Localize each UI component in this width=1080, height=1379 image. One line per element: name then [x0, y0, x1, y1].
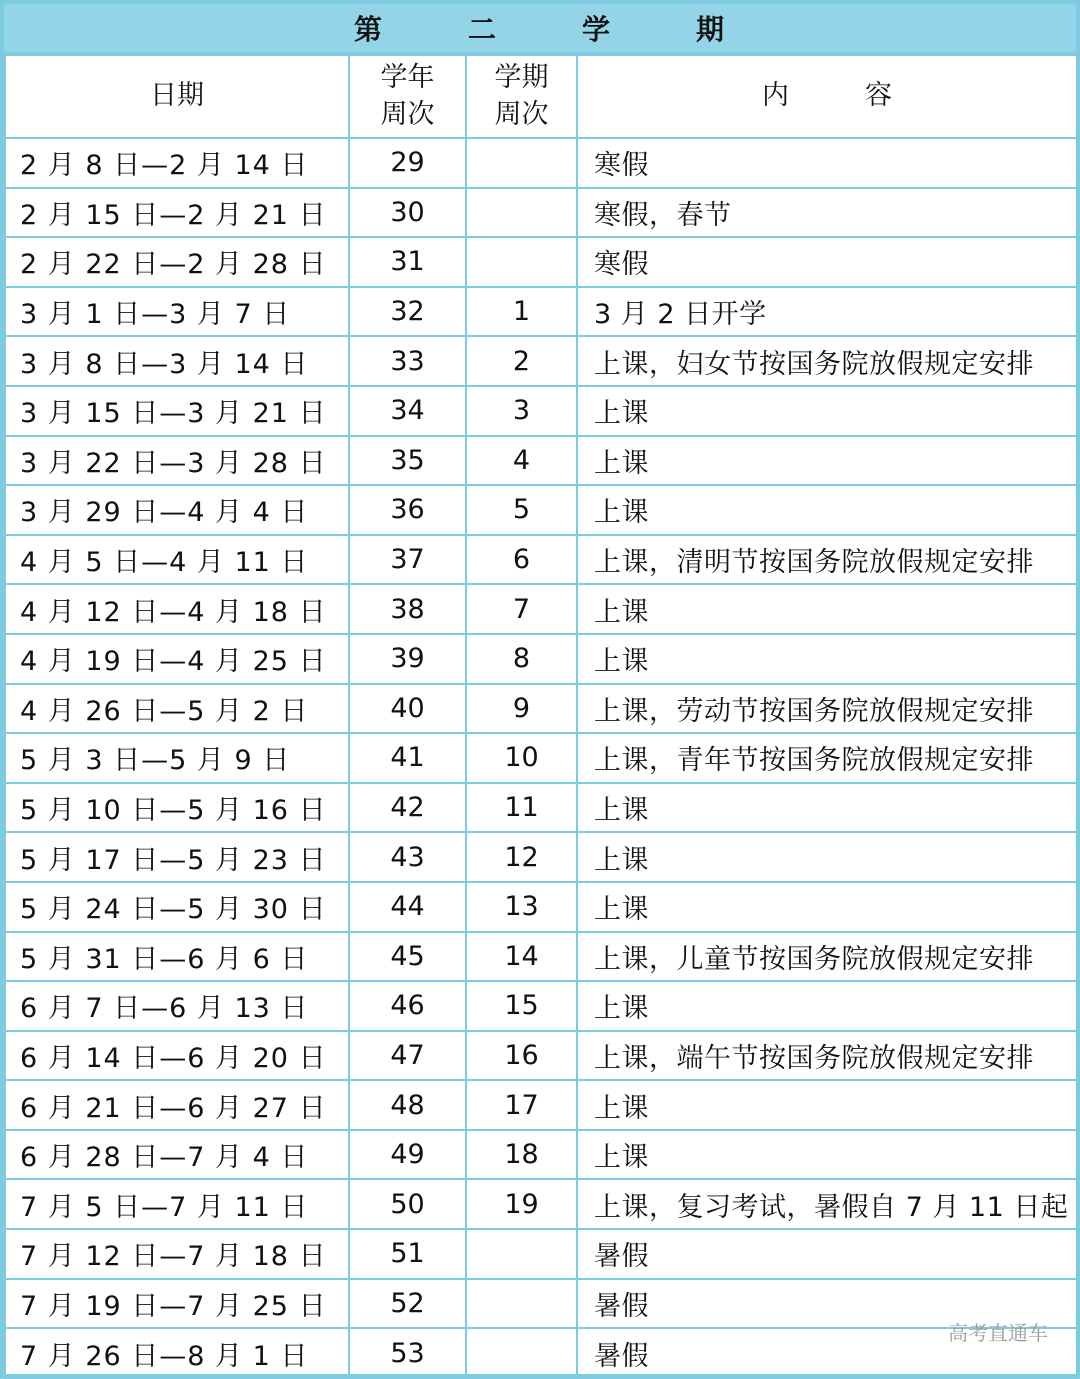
year-week-cell: 52 [349, 1279, 466, 1329]
content-cell: 上课，儿童节按国务院放假规定安排 [577, 932, 1077, 982]
table-row [5, 832, 1077, 882]
semester-week-cell: 10 [466, 733, 577, 783]
date-cell: 3 月 29 日—4 月 4 日 [5, 485, 349, 535]
year-week-cell: 46 [349, 981, 466, 1031]
year-week-cell: 35 [349, 436, 466, 486]
table-row [5, 1328, 1077, 1378]
semester-week-cell: 8 [466, 634, 577, 684]
content-cell: 上课 [577, 832, 1077, 882]
date-cell: 5 月 31 日—6 月 6 日 [5, 932, 349, 982]
year-week-cell: 47 [349, 1031, 466, 1081]
content-cell: 上课，妇女节按国务院放假规定安排 [577, 336, 1077, 386]
content-cell: 上课，劳动节按国务院放假规定安排 [577, 684, 1077, 734]
year-week-cell: 42 [349, 783, 466, 833]
year-week-cell: 50 [349, 1179, 466, 1229]
table-row [5, 287, 1077, 337]
year-week-cell: 49 [349, 1130, 466, 1180]
year-week-cell: 45 [349, 932, 466, 982]
year-week-cell: 32 [349, 287, 466, 337]
semester-week-cell: 9 [466, 684, 577, 734]
semester-week-cell: 11 [466, 783, 577, 833]
header-row [5, 55, 1077, 138]
content-cell: 上课 [577, 1080, 1077, 1130]
year-week-cell: 33 [349, 336, 466, 386]
title-char: 期 [696, 13, 727, 46]
table-row [5, 981, 1077, 1031]
semester-week-cell: 7 [466, 584, 577, 634]
table-row [5, 485, 1077, 535]
year-week-cell: 41 [349, 733, 466, 783]
content-cell: 上课 [577, 436, 1077, 486]
header-semester-week-line1: 学期 [494, 62, 549, 94]
table-row [5, 1080, 1077, 1130]
content-cell: 上课 [577, 485, 1077, 535]
content-cell: 寒假，春节 [577, 188, 1077, 238]
date-cell: 4 月 12 日—4 月 18 日 [5, 584, 349, 634]
content-cell: 上课 [577, 783, 1077, 833]
semester-week-cell: 16 [466, 1031, 577, 1081]
date-cell: 3 月 1 日—3 月 7 日 [5, 287, 349, 337]
title-char: 学 [582, 13, 613, 46]
table-row [5, 138, 1077, 188]
date-cell: 7 月 19 日—7 月 25 日 [5, 1279, 349, 1329]
date-cell: 2 月 8 日—2 月 14 日 [5, 138, 349, 188]
header-year-week [349, 55, 466, 138]
table-row [5, 1130, 1077, 1180]
content-cell: 上课 [577, 386, 1077, 436]
date-cell: 6 月 7 日—6 月 13 日 [5, 981, 349, 1031]
date-cell: 2 月 22 日—2 月 28 日 [5, 237, 349, 287]
table-row [5, 783, 1077, 833]
semester-week-cell: 4 [466, 436, 577, 486]
content-cell: 上课 [577, 981, 1077, 1031]
watermark: 高考直通车 [948, 1321, 1048, 1345]
year-week-cell: 51 [349, 1229, 466, 1279]
table-row [5, 733, 1077, 783]
semester-week-cell: 14 [466, 932, 577, 982]
year-week-cell: 34 [349, 386, 466, 436]
table-row [5, 932, 1077, 982]
table-row [5, 188, 1077, 238]
header-semester-week-line2: 周次 [494, 98, 549, 130]
content-cell: 上课，清明节按国务院放假规定安排 [577, 535, 1077, 585]
content-cell: 上课，复习考试，暑假自 7 月 11 日起 [577, 1179, 1077, 1229]
year-week-cell: 29 [349, 138, 466, 188]
content-cell: 上课 [577, 584, 1077, 634]
table-row [5, 1279, 1077, 1329]
date-cell: 7 月 5 日—7 月 11 日 [5, 1179, 349, 1229]
header-year-week-line2: 周次 [380, 98, 435, 130]
header-content-char: 容 [865, 80, 892, 112]
year-week-cell: 44 [349, 882, 466, 932]
content-cell: 上课，青年节按国务院放假规定安排 [577, 733, 1077, 783]
page-title [354, 8, 726, 48]
semester-week-cell [466, 1229, 577, 1279]
semester-week-cell: 12 [466, 832, 577, 882]
semester-week-cell [466, 237, 577, 287]
content-cell: 寒假 [577, 237, 1077, 287]
year-week-cell: 36 [349, 485, 466, 535]
date-cell: 7 月 26 日—8 月 1 日 [5, 1328, 349, 1378]
header-year-week-line1: 学年 [380, 62, 435, 94]
date-cell: 4 月 5 日—4 月 11 日 [5, 535, 349, 585]
date-cell: 5 月 17 日—5 月 23 日 [5, 832, 349, 882]
header-semester-week [466, 55, 577, 138]
year-week-cell: 30 [349, 188, 466, 238]
table-row [5, 634, 1077, 684]
date-cell: 3 月 8 日—3 月 14 日 [5, 336, 349, 386]
content-cell: 上课 [577, 1130, 1077, 1180]
content-cell: 暑假 [577, 1279, 1077, 1329]
date-cell: 3 月 22 日—3 月 28 日 [5, 436, 349, 486]
date-cell: 2 月 15 日—2 月 21 日 [5, 188, 349, 238]
table-row [5, 535, 1077, 585]
content-cell: 暑假 [577, 1328, 1077, 1378]
year-week-cell: 43 [349, 832, 466, 882]
date-cell: 6 月 28 日—7 月 4 日 [5, 1130, 349, 1180]
date-cell: 6 月 21 日—6 月 27 日 [5, 1080, 349, 1130]
semester-week-cell: 15 [466, 981, 577, 1031]
date-cell: 3 月 15 日—3 月 21 日 [5, 386, 349, 436]
semester-week-cell: 17 [466, 1080, 577, 1130]
content-cell: 寒假 [577, 138, 1077, 188]
content-cell: 上课 [577, 882, 1077, 932]
year-week-cell: 48 [349, 1080, 466, 1130]
semester-week-cell: 2 [466, 336, 577, 386]
semester-week-cell: 13 [466, 882, 577, 932]
table-row [5, 882, 1077, 932]
semester-week-cell [466, 188, 577, 238]
semester-week-cell [466, 1328, 577, 1378]
semester-week-cell: 18 [466, 1130, 577, 1180]
title-char: 二 [467, 13, 498, 46]
title-bar [4, 4, 1076, 54]
table-body [5, 138, 1077, 1378]
table-row [5, 436, 1077, 486]
header-content [577, 55, 1077, 138]
schedule-table [4, 54, 1078, 1379]
year-week-cell: 31 [349, 237, 466, 287]
semester-week-cell: 19 [466, 1179, 577, 1229]
table-row [5, 386, 1077, 436]
table-row [5, 1229, 1077, 1279]
date-cell: 6 月 14 日—6 月 20 日 [5, 1031, 349, 1081]
header-content-char: 内 [762, 80, 789, 112]
table-row [5, 237, 1077, 287]
table-row [5, 1179, 1077, 1229]
semester-week-cell: 3 [466, 386, 577, 436]
table-row [5, 684, 1077, 734]
semester-week-cell: 6 [466, 535, 577, 585]
semester-week-cell [466, 1279, 577, 1329]
table-row [5, 584, 1077, 634]
date-cell: 5 月 3 日—5 月 9 日 [5, 733, 349, 783]
date-cell: 4 月 19 日—4 月 25 日 [5, 634, 349, 684]
content-cell: 上课，端午节按国务院放假规定安排 [577, 1031, 1077, 1081]
year-week-cell: 38 [349, 584, 466, 634]
content-cell: 3 月 2 日开学 [577, 287, 1077, 337]
header-date: 日期 [5, 55, 349, 138]
year-week-cell: 53 [349, 1328, 466, 1378]
date-cell: 5 月 10 日—5 月 16 日 [5, 783, 349, 833]
year-week-cell: 39 [349, 634, 466, 684]
year-week-cell: 40 [349, 684, 466, 734]
content-cell: 上课 [577, 634, 1077, 684]
date-cell: 7 月 12 日—7 月 18 日 [5, 1229, 349, 1279]
date-cell: 4 月 26 日—5 月 2 日 [5, 684, 349, 734]
semester-week-cell: 5 [466, 485, 577, 535]
semester-week-cell [466, 138, 577, 188]
semester-week-cell: 1 [466, 287, 577, 337]
table-row [5, 336, 1077, 386]
table-row [5, 1031, 1077, 1081]
date-cell: 5 月 24 日—5 月 30 日 [5, 882, 349, 932]
title-char: 第 [353, 13, 384, 46]
content-cell: 暑假 [577, 1229, 1077, 1279]
year-week-cell: 37 [349, 535, 466, 585]
